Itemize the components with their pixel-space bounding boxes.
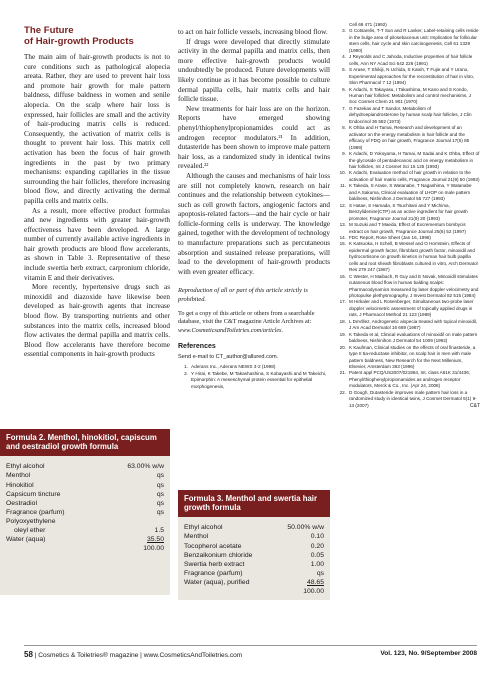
reference-item xyxy=(336,390,480,409)
reference-number: 18. xyxy=(339,318,346,324)
reference-item xyxy=(336,332,480,345)
reference-number: 22. xyxy=(339,389,346,395)
order-info xyxy=(178,310,330,335)
reference-text: Patent appl PCQ/US2007/021984, Int. class A61K 31/4436, Phenyl/thiophenylpropionamides as androgen receptor modulators, Merck & Co., Inc. (Apr 24, 2008) xyxy=(349,370,471,389)
reference-text: K Ohba and H Tamai, Research and development of an activator on the energy metabolism in hair follicle and the efficacy of FDQ on hair growth, Fragrance Journal 17(5) 85 (1989) xyxy=(349,125,470,150)
reference-text: S Arase, T Shikiji, N Uchida, S Katoh, T Fujie and Y Urano, Experimental approaches for the reconstitution of hair in vitro, Skin Pharmacol 7 12 (1994) xyxy=(349,67,475,86)
paragraph: More recently, hypertensive drugs such as minoxidil and diazoxide have likewise been developed as hair-growth agents that increase blood flow. By transporting nutrients and other substances into the matrix cells, increased blood flow activates the dermal papilla and matrix cells. Blood flow accelerants have therefore become essential components in hair-growth products xyxy=(24,283,170,359)
references-heading: References xyxy=(178,342,216,350)
ingredient-row xyxy=(184,569,324,578)
reference-item xyxy=(336,203,480,222)
reference-item xyxy=(336,67,480,86)
ingredient-row xyxy=(6,481,164,490)
reference-number: 17. xyxy=(339,299,346,305)
reference-text: D Gough, Dutasteride improves male pattern hair loss in a randomized study in identical twins, J Cosmet Dermatol 6(1) 9-13 (2007) xyxy=(349,389,477,408)
website[interactable]: www.CosmeticsAndToiletries.com xyxy=(143,652,243,659)
paragraph: Although the causes and mechanisms of hair loss are still not completely known, research on hair continues and the relationship between cytokines—such as cell growth factors, angiogenic factors and apoptosis-related factors—and the hair cycle or hair follicle-forming cells is underway. The knowledge gained, together with the development of technology to manufacture preparations such as percutaneous absorption and sustained release preparations, will lead to the development of hair-growth products with even greater efficacy. xyxy=(178,171,330,276)
reference-text: K Kaufman, Clinical studies on the effects of oral finasteride, a type II 5a-reductase inhibitor, on scalp hair in men with male pattern baldness, New Research for the Next Millenium, Elsevier, Amsterdam 363 (1996) xyxy=(349,344,476,370)
references-col2 xyxy=(178,364,330,390)
amount-value: 100.00 xyxy=(303,587,324,595)
footer-separator: | xyxy=(34,652,39,659)
reference-text: K Takeda et al, Clinical evaluations of minoxidil on male pattern baldness, Nishinihon J Dermatol 54 1009 (1992) xyxy=(349,331,478,344)
reference-item xyxy=(336,319,480,332)
reference-number: 11. xyxy=(339,183,346,189)
page-number: 58 xyxy=(24,650,33,659)
page-footer xyxy=(0,648,497,662)
reference-text: K Adachi, D Yokoyama, H Tamai, M Sadai and K Ohba, Effect of the glycoside of pentadecanoic acid on energy metabolism in hair follicles, Int J Cosmet Sci 15 125 (1993) xyxy=(349,151,480,169)
reference-item xyxy=(336,54,480,67)
reference-number: 6. xyxy=(342,86,346,92)
column-1 xyxy=(24,26,170,360)
ingredient-row xyxy=(6,490,164,499)
ingredient-amount xyxy=(157,508,164,517)
ingredient-name: Water (aqua) xyxy=(6,535,46,543)
reproduction-notice: Reproduction of all or part of this article strictly is prohibited. xyxy=(178,287,308,303)
reference-text: K Katsuoka, H Schell, B Wessel and O Hornstein, Effects of epidermal growth factor, fibroblast growth factor, minoxidil and hydrocortisone on growth kinetics in human hair bulb papilla cells and root sheath fibroblasts cultured in vitro, Arch Dermatol Res 279 247 (1987) xyxy=(349,241,478,273)
body-col1 xyxy=(24,53,170,360)
ingredient-amount xyxy=(303,587,324,596)
reference-text: L DeVillez, Androgenetic alopecia treated with topical minoxidil, J Am Acad Dermatol 16 669 (1987) xyxy=(349,318,478,331)
ingredient-amount xyxy=(157,490,164,499)
ingredient-row xyxy=(6,517,164,526)
ingredient-amount xyxy=(157,471,164,480)
reference-item xyxy=(336,183,480,202)
reference-number: 7. xyxy=(342,105,346,111)
reference-text: Cell 69 471 (1992) xyxy=(349,22,387,27)
ingredient-row xyxy=(184,560,324,569)
references-col3 xyxy=(336,22,480,409)
paragraph: If drugs were developed that directly stimulate activity in the dermal papilla and matrix cells, then more effective hair-growth products would undoubtedly be produced. Future developments will likely continue as it has become possible to culture dermal papilla cells, hair matrix cells and hair follicle tissue. xyxy=(178,37,330,104)
ingredient-name: Swertia herb extract xyxy=(184,560,245,568)
ingredient-amount xyxy=(311,542,324,551)
reference-number: 1. xyxy=(184,364,188,370)
amount-value: qs xyxy=(156,508,164,516)
ingredient-row xyxy=(6,535,164,544)
reference-text: M Suzuki and T Maeda, Effect of Excrementum bombycis extract on hair growth, Fragrance Journal 25(6) 52 (1997) xyxy=(349,222,466,234)
ingredient-row xyxy=(184,551,324,560)
article-title xyxy=(24,26,170,47)
reference-item xyxy=(336,370,480,389)
ingredient-name: Capsicum tincture xyxy=(6,490,61,498)
amount-value: 0.05 xyxy=(310,551,324,559)
reference-item xyxy=(336,222,480,235)
reference-item xyxy=(336,170,480,183)
reference-text: FDC Report, Rose Sheet (Jan 16, 1998) xyxy=(349,234,431,240)
amount-value: 48.65 xyxy=(306,578,324,586)
ingredient-amount xyxy=(157,481,164,490)
ingredient-name: Oestradiol xyxy=(6,499,37,507)
footer-rule xyxy=(24,645,477,646)
formula-3-box xyxy=(178,490,330,600)
amount-value: 100.00 xyxy=(143,544,164,552)
ingredient-amount xyxy=(155,526,164,535)
reference-item xyxy=(336,151,480,170)
reference-item xyxy=(178,364,330,371)
formula-3-table xyxy=(178,517,330,600)
amount-value: 50.00% w/w xyxy=(287,524,324,532)
amount-value: qs xyxy=(156,490,164,498)
ingredient-row xyxy=(6,526,164,535)
amount-value: 1.5 xyxy=(154,526,164,534)
reference-number: 9. xyxy=(342,151,346,157)
ingredient-amount xyxy=(307,578,324,587)
reference-number: 2. xyxy=(184,370,188,376)
ingredient-row xyxy=(184,523,324,532)
ingredient-name: Ethyl alcohol xyxy=(6,463,45,471)
ingredient-row xyxy=(6,544,164,553)
order-text: To get a copy of this article or others from a searchable database, visit the C&T magazine Article Archives at: xyxy=(178,310,315,326)
ingredient-row xyxy=(6,508,164,517)
reference-text: G Cotsarelis, T-T Sun and R Lavker, Label-retaining cells reside in the bulge area of pilosebaceous unit: Implication for follicular stem cells, hair cycle and skin carcinogenesis, Cell 61 1329 (1990) xyxy=(349,28,479,53)
ingredient-name: Ethyl alcohol xyxy=(184,524,223,532)
ingredient-amount xyxy=(143,544,164,553)
reference-text: S Hatae, S Hamada, S Tsuchitani and Y Michima, Benzylidenine(CTP) as an active ingredient for hair growth promoter, Fragrance Journal 21(9) 20 (1993) xyxy=(349,202,468,221)
end-mark: C&T xyxy=(470,403,480,410)
ingredient-row xyxy=(184,532,324,541)
reference-number: 20. xyxy=(339,344,346,350)
magazine-name: Cosmetics & Toiletries® magazine xyxy=(38,652,139,659)
article-archive-link[interactable]: www.CosmeticsandToiletries.com/articles. xyxy=(178,326,284,334)
ingredient-amount xyxy=(287,523,324,532)
reference-number: 8. xyxy=(342,125,346,131)
ingredient-name: oleyl ether xyxy=(14,526,46,534)
ingredient-name: Hinokitiol xyxy=(6,481,34,489)
amount-value: qs xyxy=(156,481,164,489)
paragraph: As a result, more effective product formulas and new ingredients with greater hair-growth effectiveness have been developed. A large number of currently available active ingredients in hair growth products are blood flow accelerants, as shown in Table 3. Representative of these include swertia herb extract, carpronium chloride, vitamin E and their derivatives. xyxy=(24,206,170,282)
formula-2-box xyxy=(0,429,170,629)
reference-number: 3. xyxy=(342,28,346,34)
amount-value: 63.00% w/w xyxy=(127,463,164,471)
ingredient-amount xyxy=(311,532,324,541)
reference-number: 15. xyxy=(339,241,346,247)
ingredient-amount xyxy=(127,462,164,471)
reference-number: 10. xyxy=(339,170,346,176)
amount-value: 35.50 xyxy=(146,535,164,543)
reference-number: 13. xyxy=(339,222,346,228)
reference-number: 4. xyxy=(342,54,346,60)
reference-item xyxy=(336,299,480,318)
reference-number: 5. xyxy=(342,67,346,73)
ingredient-amount xyxy=(311,551,324,560)
footer-separator: | xyxy=(140,652,144,659)
reference-item xyxy=(336,345,480,371)
amount-value: 0.10 xyxy=(310,533,324,541)
reference-item xyxy=(336,241,480,273)
reference-number: 12. xyxy=(339,202,346,208)
reference-number: 16. xyxy=(339,273,346,279)
ingredient-row xyxy=(6,499,164,508)
amount-value: qs xyxy=(156,472,164,480)
reference-text: K Adachi, S Takayasu, I Takashima, M Kano and S Kondo, Human hair follicles: Metabolism and control mechanisms, J Soc Cosmet Chem 21 901 (1970) xyxy=(349,86,472,105)
amount-value: 0.20 xyxy=(310,542,324,550)
reference-text: K Takeda, S Arase, S Watanabe, T Nagashima, Y Watanabe and A Sakuma, Clinical evaluation of LHOP on male pattern baldness, Nishinihon J Dermatol 55 727 (1993) xyxy=(349,183,472,202)
reference-item xyxy=(336,28,480,54)
reference-text: J Reynolds and C Jahoda, Inductive properties of hair follicle cells, Ann NY Acad Sci 642 226 (1991) xyxy=(349,54,473,66)
ingredient-name: Water (aqua), purified xyxy=(184,578,250,586)
ingredient-name: Fragrance (parfum) xyxy=(184,569,243,577)
reference-item xyxy=(336,274,480,300)
ingredient-row xyxy=(184,587,324,596)
amount-value: qs xyxy=(156,499,164,507)
reference-text: Aderans Inc., Aderans NEWS 3-2 (1998) xyxy=(191,364,276,370)
formula-2-table xyxy=(0,456,170,595)
body-col2 xyxy=(178,28,330,277)
column-3 xyxy=(336,22,480,410)
reference-item xyxy=(336,87,480,106)
reference-text: G Fazekas and T Sandor, Metabolism of dehydroepiandrosterone by human scalp hair follicles, J Clin Endocrinol 36 582 (1973) xyxy=(349,105,472,124)
reference-text: K Adachi, Evaluation method of hair growth in relation to the activation of hair matrix cells, Fragrance Journal 21(9) 50 (1993) xyxy=(349,170,480,182)
reference-item xyxy=(336,125,480,151)
formula-2-title: Formula 2. Menthol, hinokitiol, capiscum and oestradiol growth formula xyxy=(0,429,170,456)
ingredient-name: Menthol xyxy=(184,533,209,541)
reference-item xyxy=(178,371,330,391)
paragraph: to act on hair follicle vessels, increasing blood flow. xyxy=(178,28,328,36)
ingredient-amount xyxy=(147,535,164,544)
title-line-1: The Future xyxy=(24,25,74,36)
ingredient-name: Polyoxyethylene xyxy=(6,517,56,525)
reference-number: 14. xyxy=(339,234,346,240)
ingredient-name: Fragrance (parfum) xyxy=(6,508,65,516)
column-2 xyxy=(178,28,330,391)
ingredient-row xyxy=(184,578,324,587)
ingredient-amount xyxy=(317,569,324,578)
ingredient-name: Menthol xyxy=(6,472,31,480)
ingredient-row xyxy=(6,462,164,471)
footer-left xyxy=(24,650,242,659)
issue-info: Vol. 123, No. 9/September 2008 xyxy=(380,650,477,657)
ingredient-name: Benzalkonium chloride xyxy=(184,551,253,559)
paragraph: New treatments for hair loss are on the horizon. Reports have emerged showing phenyl/thiophenylpropionamides could act as androgen receptor modulators.²¹ In addition, dutasteride has been shown to improve male pattern hair loss, as a randomized study in identical twins revealed.²² xyxy=(178,104,330,171)
reference-item xyxy=(336,106,480,125)
ingredient-name: Tocopherol acetate xyxy=(184,542,242,550)
reference-text: C Wester, H Maibach, R Guy and E Novak, Minoxidil stimulates cutaneous blood flow in human balding scalps: Pharmacodynamics measured by laser doppler velocimetry and photopulse plethysmography, J Invest Dermatol 82 515 (1984) xyxy=(349,273,479,299)
ingredient-amount xyxy=(157,499,164,508)
reference-number: 19. xyxy=(339,331,346,337)
paragraph: The main aim of hair-growth products is not to cure conditions such as pathological alopecia areata. Rather, they are used to prevent hair loss and promote hair growth for male pattern baldness, diffuse baldness in women and senile alopecia. On the scalp where hair loss is expressed, hair follicles are small and the activity of hair-producing matrix cells is reduced. Consequently, the activation of matrix cells is thought to prevent hair loss. This matrix cell activation has been the focus of hair growth ingredients in the past by two primary mechanisms: expanding capillaries in the tissue surrounding the hair follicles, therefore increasing blood flow, and directly activating the dermal papilla cells and matrix cells. xyxy=(24,53,170,205)
reference-text: Y Hirai, K Takebe, M Takashashina, S Kobayashi and M Takeichi, Epimorphin: A mesenchymal protein essential for epithelial morphogenesis, xyxy=(191,370,327,390)
send-email: Send e-mail to CT_author@allured.com. xyxy=(178,353,279,360)
ingredient-amount xyxy=(311,560,324,569)
reference-text: M Hirkaler and L Rosenberger, Simultaneous two-probe laser doppler velocimetric assessment of topically applied drugs in rats, J Pharmacol Method 21 123 (1989) xyxy=(349,299,474,318)
ingredient-row xyxy=(184,542,324,551)
formula-3-title: Formula 3. Menthol and swertia hair growth formula xyxy=(178,490,330,517)
amount-value: 1.00 xyxy=(310,560,324,568)
amount-value: qs xyxy=(316,569,324,577)
title-line-2: of Hair-growth Products xyxy=(24,35,134,47)
reference-number: 21. xyxy=(339,370,346,376)
ingredient-row xyxy=(6,471,164,480)
